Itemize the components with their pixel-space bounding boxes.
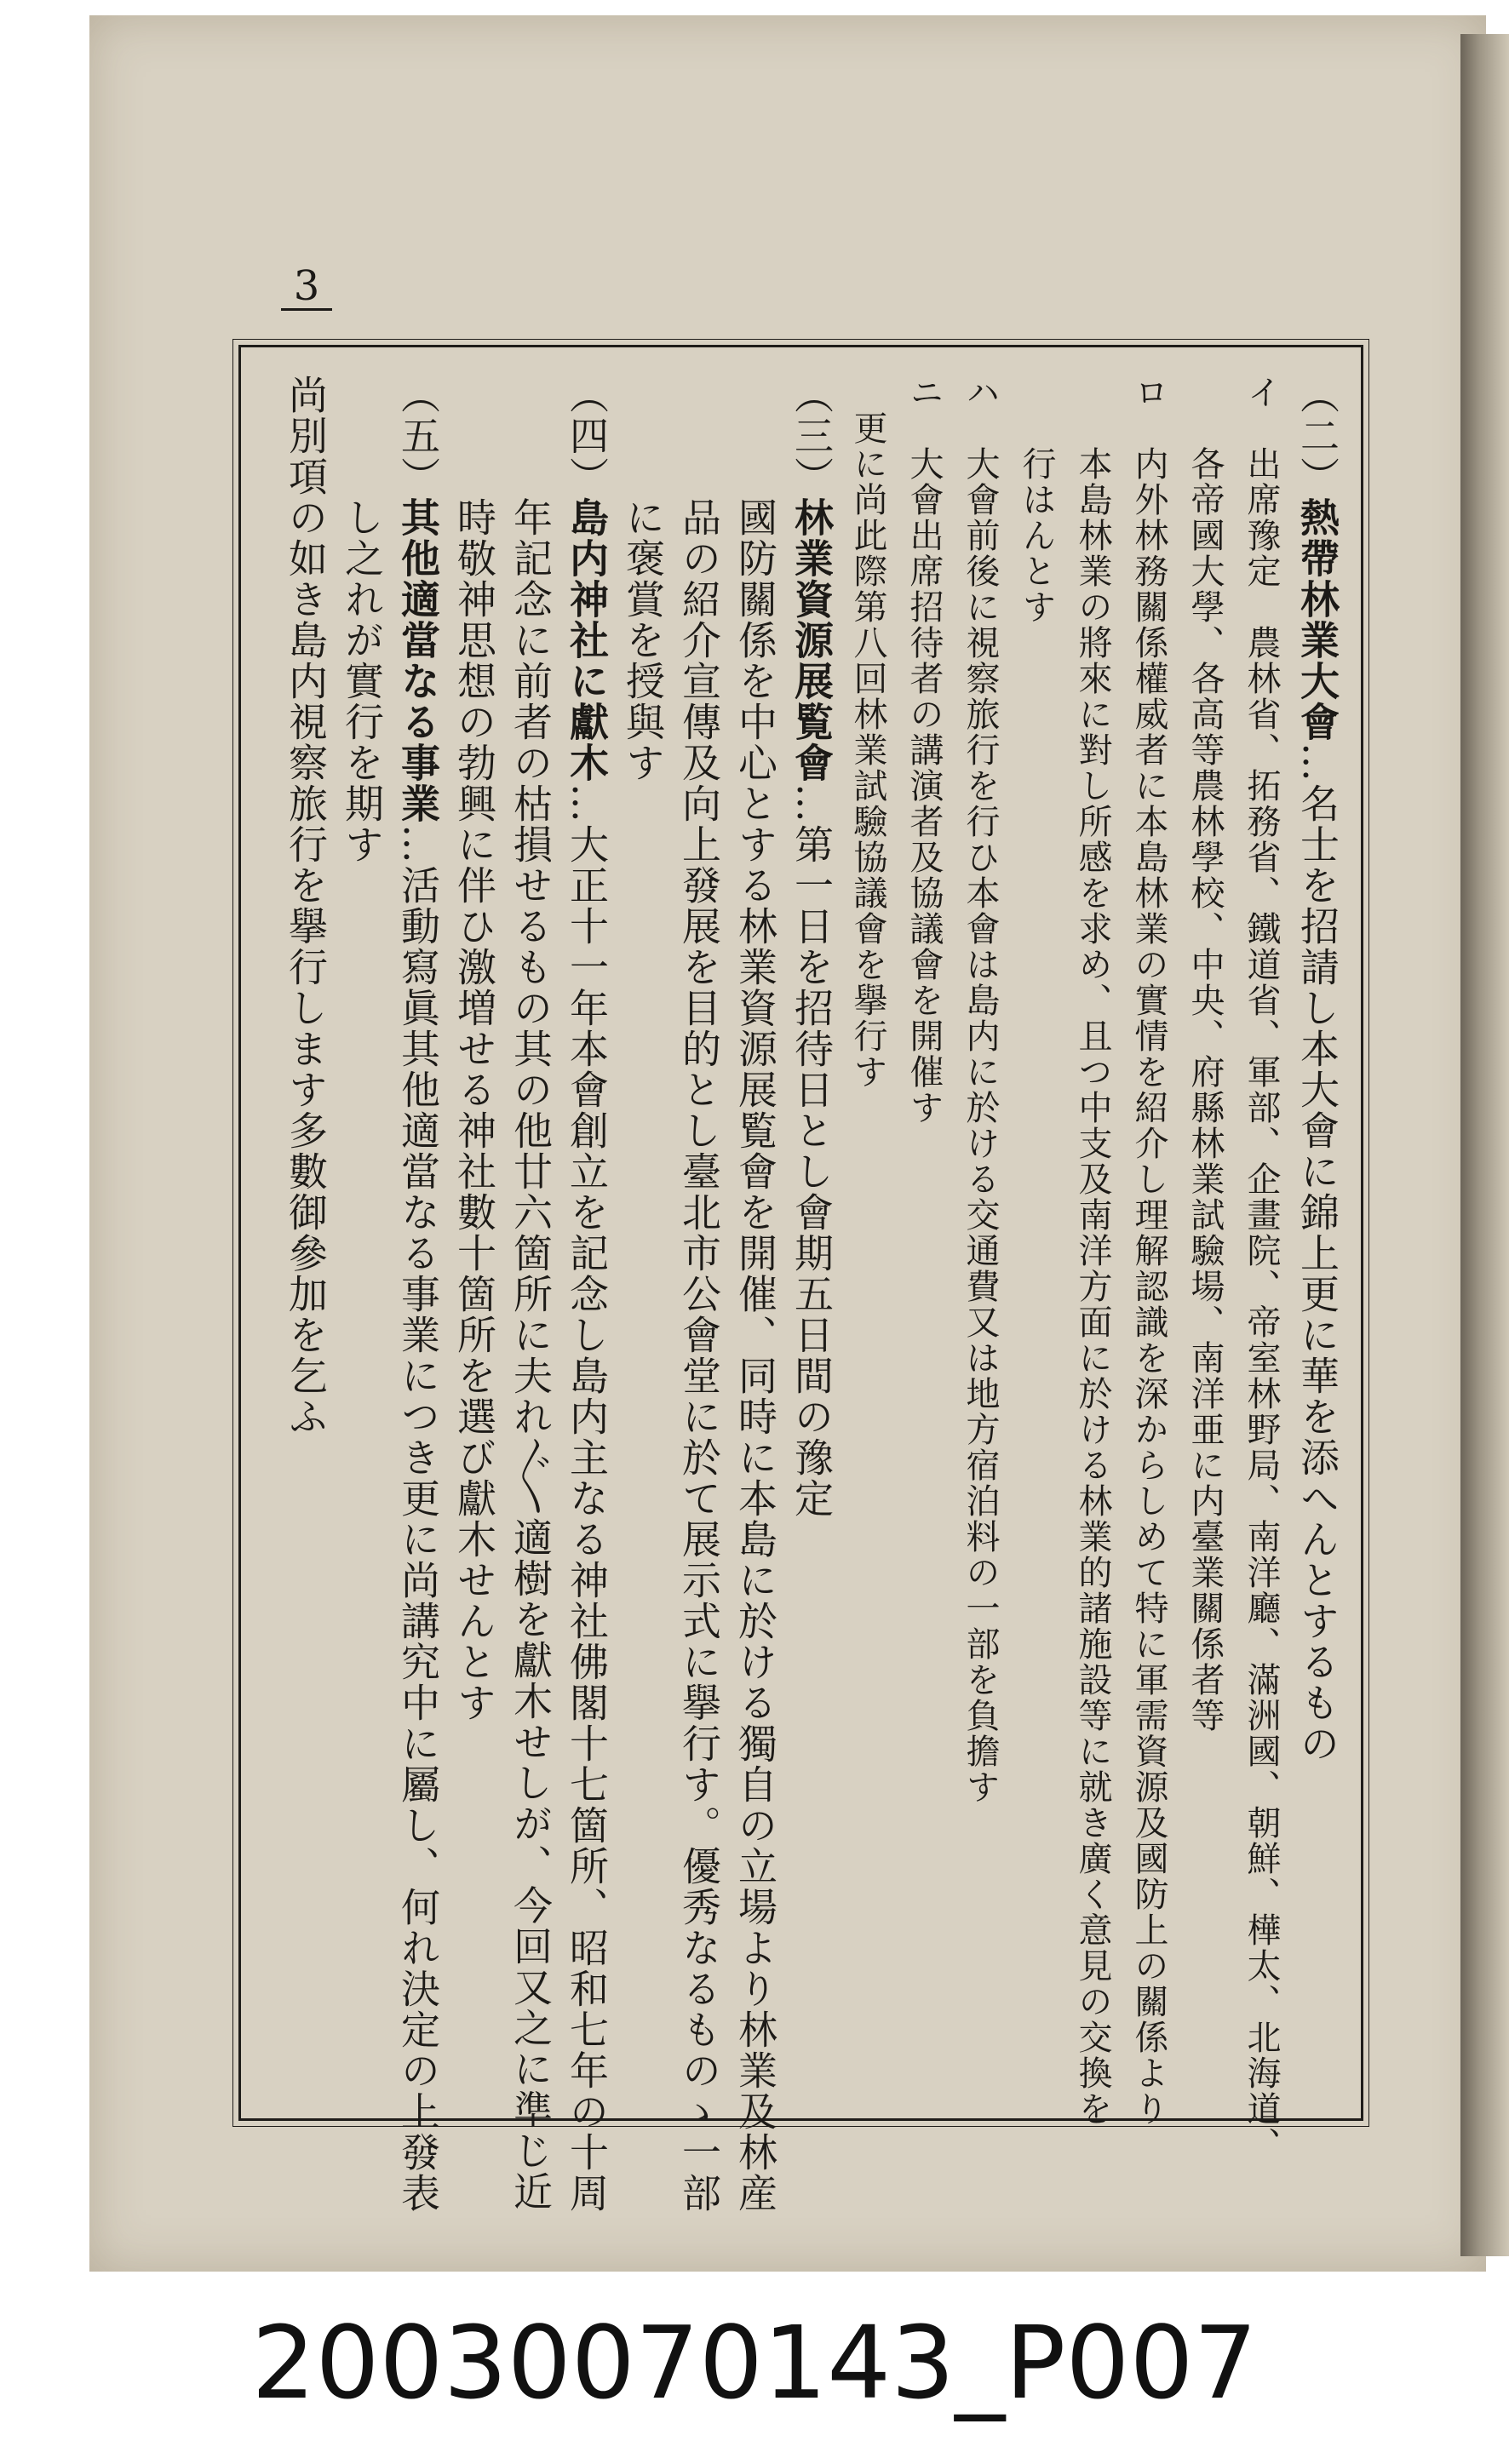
section-label: （五） (395, 375, 441, 497)
section-text: し之れが實行を期す (339, 497, 385, 865)
section-label: （三） (789, 375, 835, 497)
section-text: に褒賞を授與す (620, 497, 666, 783)
section-heading: 林業資源展覧會 (789, 497, 835, 783)
text-column (446, 375, 502, 2094)
text-column (502, 375, 559, 2212)
text-column (334, 375, 390, 2094)
section-text: …大正十一年本會創立を記念し島内主なる神社佛閣十七箇所、昭和七年の十周 (564, 783, 610, 2214)
text-column (1008, 375, 1064, 2094)
item-text: 各帝國大學、各高等農林學校、中央、府縣林業試驗場、南洋亜に内臺業關係者等 (1185, 446, 1225, 1733)
section-text: …第一日を招待日とし會期五日間の豫定 (789, 783, 835, 1519)
item-text: 更に尚此際第八回林業試驗協議會を擧行す (848, 410, 887, 1090)
item-text: 大會前後に視察旅行を行ひ本會は島内に於ける交通費又は地方宿泊料の一部を負擔す (961, 446, 1000, 1805)
text-column (952, 375, 1008, 2094)
text-column (390, 375, 446, 2214)
text-column (1233, 375, 1289, 2163)
text-column (1289, 375, 1345, 2094)
text-column (783, 375, 840, 2094)
text-column (1121, 375, 1177, 2127)
text-column (615, 375, 671, 2094)
section-heading: 熱帶林業大會 (1294, 497, 1340, 742)
closing-text: 尚別項の如き島内視察旅行を擧行します多數御參加を乞ふ (283, 375, 329, 1437)
text-column (1177, 375, 1233, 2094)
item-text: 本島林業の將來に對し所感を求め、且つ中支及南洋方面に於ける林業的諸施設等に就き廣く意見の交換を (1073, 446, 1112, 2127)
text-column (840, 375, 896, 2094)
item-text: 行はんとす (1017, 446, 1056, 625)
section-text: …名士を招請し本大會に錦上更に華を添へんとするもの (1294, 742, 1340, 1764)
vertical-text-body (255, 375, 1345, 2214)
text-column (896, 375, 952, 2094)
text-column (559, 375, 615, 2214)
section-label: （四） (564, 375, 610, 497)
item-text: 内外林務關係權威者に本島林業の實情を紹介し理解認識を深からしめて特に軍需資源及國防上の關係より (1129, 446, 1168, 2127)
section-text: 國防關係を中心とする林業資源展覧會を開催、同時に本島に於ける獨自の立場より林業及林産 (732, 497, 778, 2214)
section-text: …活動寫眞其他適當なる事業につき更に尚講究中に屬し、何れ決定の上發表 (395, 824, 441, 2214)
item-label: ニ (904, 375, 944, 410)
text-column (727, 375, 783, 2214)
section-label: （二） (1294, 375, 1340, 497)
section-heading: 其他適當なる事業 (395, 497, 441, 824)
text-column (278, 375, 334, 2094)
archive-id-caption: 20030070143_P007 (251, 2304, 1258, 2421)
book-spine (1460, 34, 1509, 2256)
section-text: 時敬神思想の勃興に伴ひ激増せる神社數十箇所を選び獻木せんとす (451, 497, 497, 1723)
text-column (671, 375, 727, 2214)
section-heading: 島内神社に獻木 (564, 497, 610, 783)
section-text: 年記念に前者の枯損せるもの其の他廿六箇所に夫れ〲適樹を獻木せしが、今回又之に準じ近 (508, 497, 554, 2212)
page-number: 3 (281, 264, 332, 311)
text-column (1064, 375, 1121, 2127)
item-text: 出席豫定 農林省、拓務省、鐵道省、軍部、企畫院、帝室林野局、南洋廳、滿洲國、朝鮮、樺太、北海道、 (1242, 446, 1281, 2163)
section-text: 品の紹介宣傳及向上發展を目的とし臺北市公會堂に於て展示式に擧行す。優秀なるものゝ一部 (676, 497, 722, 2214)
item-label: イ (1242, 375, 1281, 410)
item-label: ロ (1129, 375, 1168, 410)
item-label: ハ (961, 375, 1000, 410)
item-text: 大會出席招待者の講演者及協議會を開催す (904, 446, 944, 1126)
